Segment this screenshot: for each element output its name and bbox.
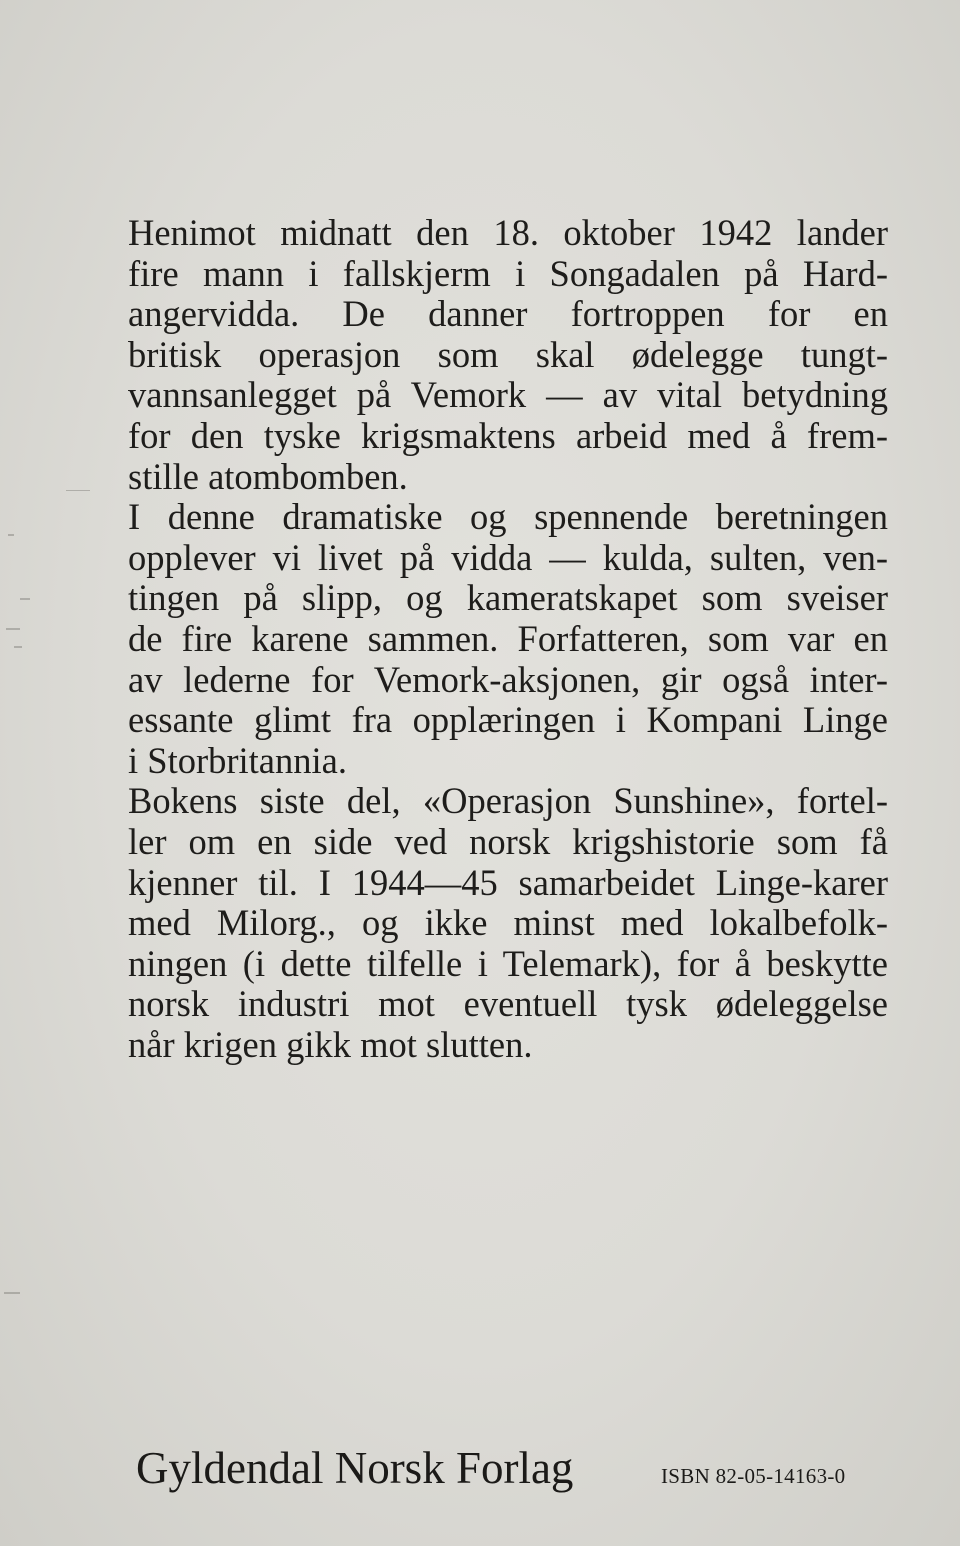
blurb-line: fire mann i fallskjerm i Songadalen på Hard-: [128, 252, 888, 294]
paper-speck: [20, 598, 30, 600]
cover-footer: [0, 1440, 960, 1500]
blurb-line: Henimot midnatt den 18. oktober 1942 lander: [128, 212, 888, 253]
blurb-line: når krigen gikk mot slutten.: [128, 1023, 533, 1065]
blurb-line: de fire karene sammen. Forfatteren, som var en: [128, 617, 888, 659]
blurb-line: britisk operasjon som skal ødelegge tungt-: [128, 333, 888, 375]
paper-speck: [4, 1292, 20, 1294]
blurb-line: I denne dramatiske og spennende beretningen: [128, 496, 888, 538]
paper-speck: [8, 534, 14, 536]
blurb-line: for den tyske krigsmaktens arbeid med å frem-: [128, 414, 888, 456]
blurb-line: essante glimt fra opplæringen i Kompani Linge: [128, 699, 888, 741]
blurb-line: kjenner til. I 1944—45 samarbeidet Linge-karer: [128, 861, 888, 903]
blurb-line: tingen på slipp, og kameratskapet som sveiser: [128, 577, 888, 619]
blurb-line: vannsanlegget på Vemork — av vital betydning: [128, 374, 888, 416]
blurb-line: angervidda. De danner fortroppen for en: [128, 293, 888, 335]
blurb-line: av lederne for Vemork-aksjonen, gir også inter-: [128, 658, 888, 700]
blurb-line: i Storbritannia.: [128, 739, 347, 781]
blurb-line: norsk industri mot eventuell tysk ødeleggelse: [128, 983, 888, 1025]
blurb-text: [128, 213, 888, 1065]
paper-speck: [14, 646, 22, 648]
blurb-line: stille atombomben.: [128, 455, 408, 497]
blurb-line: ningen (i dette tilfelle i Telemark), for å beskytte: [128, 942, 888, 984]
blurb-line: Bokens siste del, «Operasjon Sunshine», fortel-: [128, 780, 888, 822]
paper-speck: [66, 490, 90, 491]
paper-speck: [6, 628, 20, 630]
publisher-name: Gyldendal Norsk Forlag: [136, 1443, 574, 1493]
isbn-number: ISBN 82-05-14163-0: [661, 1464, 846, 1488]
blurb-line: med Milorg., og ikke minst med lokalbefolk-: [128, 902, 888, 944]
blurb-line: opplever vi livet på vidda — kulda, sulten, ven-: [128, 536, 888, 578]
blurb-line: ler om en side ved norsk krigshistorie som få: [128, 820, 888, 862]
